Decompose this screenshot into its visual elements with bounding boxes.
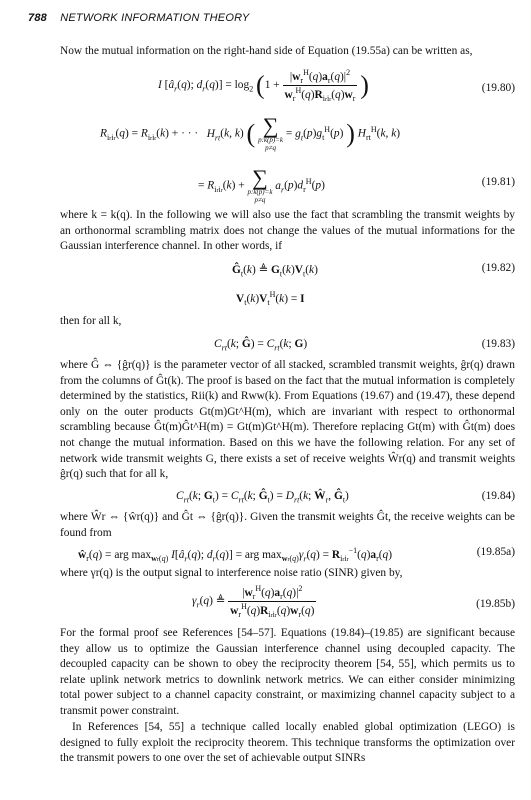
equation-19-83: $C_{rt}(k$; Ĝ) = $C_{rt}(k$; G) — [214, 338, 308, 353]
paragraph-lego: In References [54, 55] a technique called locally enabled global optimization (LEGO) is designed to fully exploit the reciprocity theorem. This technique transforms the optimization over the transmit powers to one over the set of achievable output SINRs — [60, 721, 515, 765]
equation-19-81: = $R_{irir}(k)$ + ∑ p:k(p)=k p≠q $a_r(p)d_r^H(p)$ — [198, 165, 325, 204]
equation-number-19-80: (19.80) — [481, 82, 515, 94]
equation-19-85a: $ŵ_r(q)$ = arg $\max_{wr(q)}$ $I[â_r(q)$; $d_r(q)$] = arg $\max_{wr(q)}\gamma_r(q) = R_{irir}^{-1}(q)a_r(q)$ — [78, 546, 393, 564]
equation-number-19-83: (19.83) — [481, 338, 515, 350]
equation-number-19-84: (19.84) — [481, 490, 515, 502]
equation-number-19-82: (19.82) — [481, 262, 515, 274]
running-title: NETWORK INFORMATION THEORY — [60, 12, 250, 24]
equation-number-19-81: (19.81) — [481, 176, 515, 188]
page-number: 788 — [28, 12, 47, 24]
equation-number-19-85a: (19.85a) — [476, 546, 515, 558]
paragraph-after-19-84: where Ŵr ⇔ {ŵr(q)} and Ĝt ⇔ {ĝr(q)}. Given the transmit weights Ĝt, the receive weights can be found from — [60, 511, 515, 539]
equation-number-19-85b: (19.85b) — [476, 598, 515, 610]
paragraph-where-gamma: where γr(q) is the output signal to interference noise ratio (SINR) given by, — [60, 567, 403, 579]
equation-19-85b: $\gamma_r(q)$ ≜ $\frac{|w_r^H(q)a_r(q)|^2}{w_r^H(q)R_{irir}(q)w_r(q)}$ — [192, 584, 315, 620]
paragraph-intro: Now the mutual information on the right-hand side of Equation (19.55a) can be written as, — [60, 45, 473, 57]
paragraph-closing: For the formal proof see References [54–57]. Equations (19.84)–(19.85) are significant because they allow us to optimize the Gaussian interference channel using decoupled capacity. The decoupled capacity can be shown to obey the reciprocity theorem [54, 55], which permits us to relate uplink network metrics to downlink network metrics. We can either consider minimizing total power subject to a channel capacity constraint, or maximizing channel capacity subject to a transmit power constraint. — [60, 627, 515, 717]
equation-rii-expansion: $R_{irir}(q) = R_{irir}(k)$ + · · · $H_{rt}(k$, k) ( ∑ p:k(p)=k p≠q = $g_t(p)g_t^H(p)$ ) $H_{rt}^H(k$, k) — [100, 113, 401, 152]
paragraph-after-19-83: where Ĝ ⇔ {ĝr(q)} is the parameter vector of all stacked, scrambled transmit weights, ĝr(q) drawn from the columns of Ĝt(k). The proof is based on the fact that the mutual information is completely determined by the statistics, Rii(k) and Rww(k). From Equations (19.67) and (19.47), these depend only on the outer products Gt(m)Gt^H(m), which are invariant with respect to orthonormal scrambling because Ĝt(m)Ĝt^H(m) = Gt(m)Gt^H(m). Therefore replacing Gt(m) with Ĝt(m) does not change the mutual information. Based on this we have the following relation. For any set of network wide transmit weights G, there exists a set of receive weights Ŵr(q) and transmit weights ĝr(q) such that for all k, — [60, 359, 515, 481]
equation-19-84: $C_{rt}(k$; $G_t) = C_{rt}(k$; $Ĝ_t) = D_{rt}(k$; $Ŵ_r$, $Ĝ_t$) — [176, 490, 349, 505]
paragraph-then-for-all: then for all k, — [60, 315, 122, 327]
equation-19-80: I [$â_r(q)$; $d_r(q)] = \log_2 (1$ + $\frac{|w_r^H(q)a_r(q)|^2}{w_r^H(q)R_{irir}(q)w_r}$ ) — [158, 68, 369, 104]
equation-orthonormal: $V_t(k)V_t^H(k) = I$ — [236, 290, 305, 308]
paragraph-after-19-81: where k = k(q). In the following we will also use the fact that scrambling the transmit weights by an orthonormal scrambling matrix does not change the values of the mutual informations for the Gaussian interference channel. In other words, if — [60, 209, 515, 253]
equation-19-82: $Ĝ_t(k)$ ≜ $G_t(k)V_t(k)$ — [232, 264, 318, 279]
running-header — [28, 12, 249, 24]
